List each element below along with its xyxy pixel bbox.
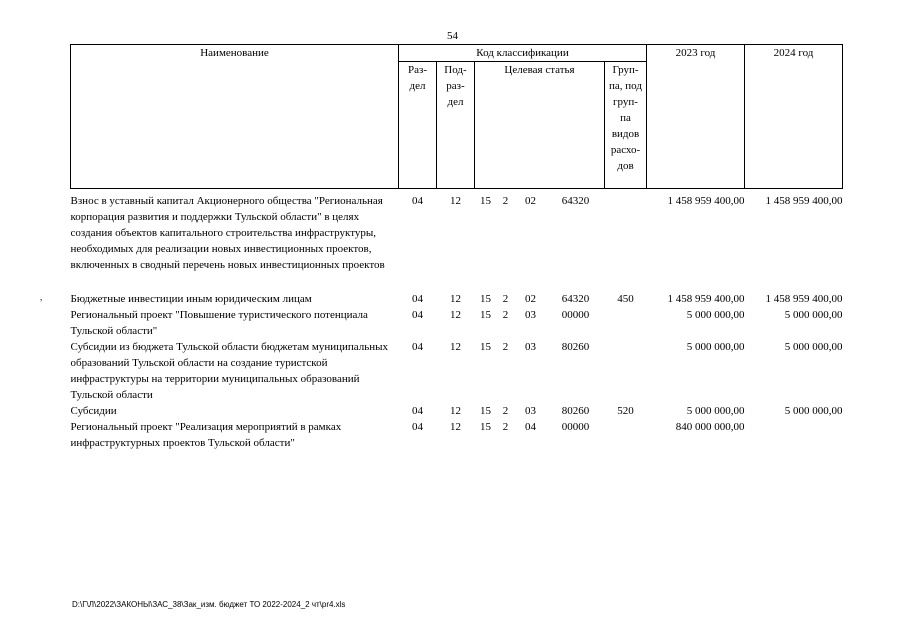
header-name: Наименование xyxy=(71,45,399,189)
header-2023: 2023 год xyxy=(647,45,745,189)
page-number: 54 xyxy=(447,30,458,42)
file-path-footer: D:\Г\Л\2022\ЗАКОНЫ\ЗАС_38\Зак_изм. бюджет ТО 2022-2024_2 чт\pr4.xls xyxy=(72,600,346,609)
header-target: Целевая статья xyxy=(475,62,605,189)
table-row: Региональный проект "Реализация мероприятий в рамках инфраструктурных проектов Тульской области" 04 12 15 2 04 00000 840 000 000,00 xyxy=(70,421,745,449)
header-code: Код классификации xyxy=(399,45,647,62)
header-2024: 2024 год xyxy=(745,45,843,189)
table-row: Региональный проект "Повышение туристического потенциала Тульской области" 04 12 15 2 03 00000 5 000 000,00 5 000 000,00 xyxy=(70,309,843,337)
table-row: Бюджетные инвестиции иным юридическим лицам 04 12 15 2 02 64320 450 1 458 959 400,00 1 458 959 400,00 xyxy=(70,293,843,305)
table-row: Взнос в уставный капитал Акционерного общества "Региональная корпорация развития и поддержки Тульской области" в целях создания объектов капитального строительства инфраструктуры, необходимых для реализации новых инвестиционных проектов, включенных в сводный перечень новых инвестиционных проектов 04 12 15 2 02 64320 1 458 959 400,00 1 458 959 400,00 xyxy=(70,195,843,271)
table-row: Субсидии из бюджета Тульской области бюджетам муниципальных образований Тульской области на создание туристской инфраструктуры на территории муниципальных образований Тульской области 04 12 15 2 03 80260 5 000 000,00 5 000 000,00 xyxy=(70,341,843,401)
stray-mark: , xyxy=(40,292,43,302)
header-group: Груп- па, под груп- па видов расхо- дов xyxy=(605,62,647,189)
budget-table xyxy=(70,44,843,451)
header-razdel: Раз- дел xyxy=(399,62,437,189)
table-row: Субсидии 04 12 15 2 03 80260 520 5 000 000,00 5 000 000,00 xyxy=(70,405,843,417)
header-podrazdel: Под- раз- дел xyxy=(437,62,475,189)
